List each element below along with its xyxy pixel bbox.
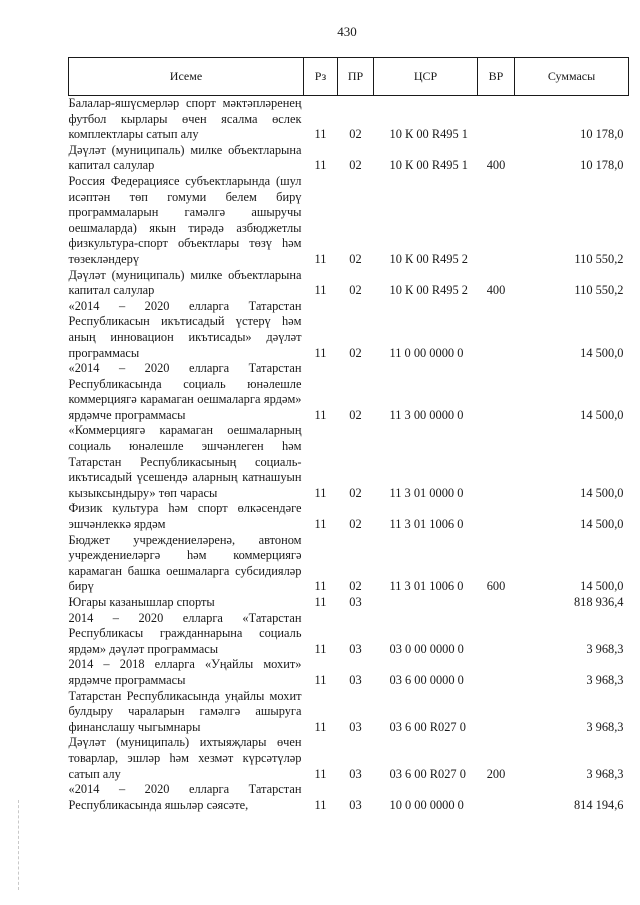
row-vr — [478, 595, 515, 611]
row-name: «2014 – 2020 елларга Татарстан Республикасында социаль юнәлешле коммерциягә карамаган оешмаларга ярдәм» ярдәмче программасы — [68, 361, 302, 422]
row-vr: 600 — [486, 579, 506, 594]
row-pr: 03 — [349, 641, 362, 656]
row-sum: 3 968,3 — [586, 641, 624, 656]
header-rz: Рз — [304, 58, 338, 96]
row-rz: 11 — [314, 672, 327, 687]
row-name: Дәүләт (муниципаль) милке объектларына капитал салулар — [68, 142, 302, 173]
row-sum: 110 550,2 — [574, 251, 624, 266]
row-csr: 10 К 00 R495 1 — [389, 158, 468, 173]
row-vr — [478, 361, 515, 423]
table-row — [69, 143, 629, 174]
row-vr — [478, 299, 515, 361]
budget-table — [68, 57, 629, 813]
row-pr: 02 — [349, 407, 362, 422]
row-rz: 11 — [314, 407, 327, 422]
table-header — [69, 58, 629, 96]
row-sum: 14 500,0 — [580, 579, 624, 594]
row-sum: 110 550,2 — [574, 283, 624, 298]
row-sum: 14 500,0 — [580, 485, 624, 500]
row-vr — [478, 174, 515, 268]
row-rz: 11 — [314, 283, 327, 298]
row-csr: 10 К 00 R495 1 — [389, 127, 468, 142]
table-row — [69, 501, 629, 532]
header-row — [69, 58, 629, 96]
table-row — [69, 735, 629, 782]
row-name: Физик культура һәм спорт өлкәсендәге эшчәнлеккә ярдәм — [68, 501, 302, 532]
row-sum: 14 500,0 — [580, 345, 624, 360]
row-pr: 03 — [349, 672, 362, 687]
row-sum: 10 178,0 — [580, 127, 624, 142]
row-pr: 02 — [349, 517, 362, 532]
row-pr: 02 — [349, 283, 362, 298]
row-vr — [478, 501, 515, 532]
row-pr: 03 — [349, 595, 362, 609]
row-vr — [478, 611, 515, 658]
header-name: Исеме — [69, 58, 304, 96]
row-vr: 400 — [486, 158, 506, 173]
row-vr — [478, 423, 515, 501]
row-sum: 14 500,0 — [580, 517, 624, 532]
table-row — [69, 595, 629, 611]
table-row — [69, 533, 629, 595]
row-vr: 200 — [486, 766, 506, 781]
row-csr: 11 3 01 1006 0 — [389, 517, 464, 532]
header-pr: ПР — [338, 58, 374, 96]
row-pr: 03 — [349, 797, 362, 812]
row-csr: 10 0 00 0000 0 — [389, 797, 464, 812]
row-vr: 400 — [486, 283, 506, 298]
row-sum: 818 936,4 — [573, 595, 624, 609]
page-number: 430 — [337, 24, 357, 39]
row-sum: 3 968,3 — [586, 672, 624, 687]
row-pr: 02 — [349, 345, 362, 360]
row-csr: 10 К 00 R495 2 — [389, 283, 468, 298]
row-rz: 11 — [314, 485, 327, 500]
row-name: «2014 – 2020 елларга Татарстан Республикасында яшьләр сәясәте, — [68, 782, 302, 812]
row-name: 2014 – 2018 елларга «Уңайлы мохит» ярдәмче программасы — [68, 657, 302, 687]
row-vr — [478, 96, 515, 143]
row-pr: 03 — [349, 719, 362, 734]
table-row — [69, 299, 629, 361]
row-pr: 03 — [349, 766, 362, 781]
table-row — [69, 423, 629, 501]
row-sum: 3 968,3 — [586, 766, 624, 781]
row-vr — [478, 782, 515, 813]
table-row — [69, 361, 629, 423]
row-rz: 11 — [314, 579, 327, 594]
row-csr — [374, 595, 478, 611]
header-csr: ЦСР — [374, 58, 478, 96]
row-pr: 02 — [349, 158, 362, 173]
row-name: Балалар-яшүсмерләр спорт мәктәпләренең футбол кырлары өчен ясалма өслек комплектлары сатып алу — [68, 96, 302, 142]
row-rz: 11 — [314, 251, 327, 266]
header-sum: Суммасы — [515, 58, 629, 96]
row-csr: 03 6 00 R027 0 — [389, 766, 466, 781]
row-rz: 11 — [314, 641, 327, 656]
row-csr: 10 К 00 R495 2 — [389, 251, 468, 266]
row-csr: 03 0 00 0000 0 — [389, 641, 464, 656]
row-sum: 14 500,0 — [580, 407, 624, 422]
row-pr: 02 — [349, 485, 362, 500]
row-rz: 11 — [314, 797, 327, 812]
table-row — [69, 611, 629, 658]
row-name: Дәүләт (муниципаль) милке объектларына капитал салулар — [68, 267, 302, 298]
table-row — [69, 689, 629, 736]
row-sum: 3 968,3 — [586, 719, 624, 734]
table-body — [69, 96, 629, 814]
row-rz: 11 — [314, 719, 327, 734]
row-rz: 11 — [314, 517, 327, 532]
row-rz: 11 — [314, 158, 327, 173]
row-vr — [478, 689, 515, 736]
row-csr: 03 6 00 R027 0 — [389, 719, 466, 734]
row-csr: 11 3 00 0000 0 — [389, 407, 464, 422]
row-sum: 10 178,0 — [580, 158, 624, 173]
row-name: Югары казанышлар спорты — [68, 595, 215, 609]
header-vr: ВР — [478, 58, 515, 96]
row-name: 2014 – 2020 елларга «Татарстан Республикасы гражданнарына социаль ярдәм» дәүләт программасы — [68, 610, 302, 656]
table-row — [69, 782, 629, 813]
row-name: Бюджет учреждениеләренә, автоном учреждениеләргә һәм коммерциягә карамаган башка оешмаларга субсидияләр бирү — [68, 532, 302, 594]
row-sum: 814 194,6 — [573, 797, 624, 812]
row-pr: 02 — [349, 127, 362, 142]
row-rz: 11 — [314, 766, 327, 781]
table-row — [69, 268, 629, 299]
row-rz: 11 — [314, 345, 327, 360]
row-csr: 03 6 00 0000 0 — [389, 672, 464, 687]
row-rz: 11 — [314, 595, 327, 609]
row-pr: 02 — [349, 579, 362, 594]
row-name: Дәүләт (муниципаль) ихтыяҗлары өчен товарлар, эшләр һәм хезмәт күрсәтүләр сатып алу — [68, 735, 302, 781]
row-name: Россия Федерациясе субъектларында (шул исәптән төп гомуми белем бирү программаларын гамәлгә ашыручы оешмаларда) якын тирәдә азбюджетлы физкультура-спорт объектлары төзү һәм төзекләндерү — [68, 173, 302, 266]
row-name: Татарстан Республикасында уңайлы мохит булдыру чараларын гамәлгә ашыруга финанслашу чыгымнары — [68, 688, 302, 734]
row-name: «Коммерциягә карамаган оешмаларның социаль юнәлешле эшчәнлеген һәм Татарстан Республикасының социаль-икътисадый үсешендә аларның катнашуын кызыксындыру» төп чарасы — [68, 423, 302, 500]
scan-margin-mark — [18, 800, 20, 890]
row-name: «2014 – 2020 елларга Татарстан Республикасын икътисадый үстерү һәм аның инновацион икътисады» дәүләт программасы — [68, 298, 302, 360]
row-pr: 02 — [349, 251, 362, 266]
row-csr: 11 3 01 1006 0 — [389, 579, 464, 594]
row-csr: 11 3 01 0000 0 — [389, 485, 464, 500]
table-row — [69, 657, 629, 688]
budget-table-container — [68, 57, 628, 813]
row-vr — [478, 657, 515, 688]
row-rz: 11 — [314, 127, 327, 142]
table-row — [69, 174, 629, 268]
row-csr: 11 0 00 0000 0 — [389, 345, 464, 360]
table-row — [69, 96, 629, 143]
